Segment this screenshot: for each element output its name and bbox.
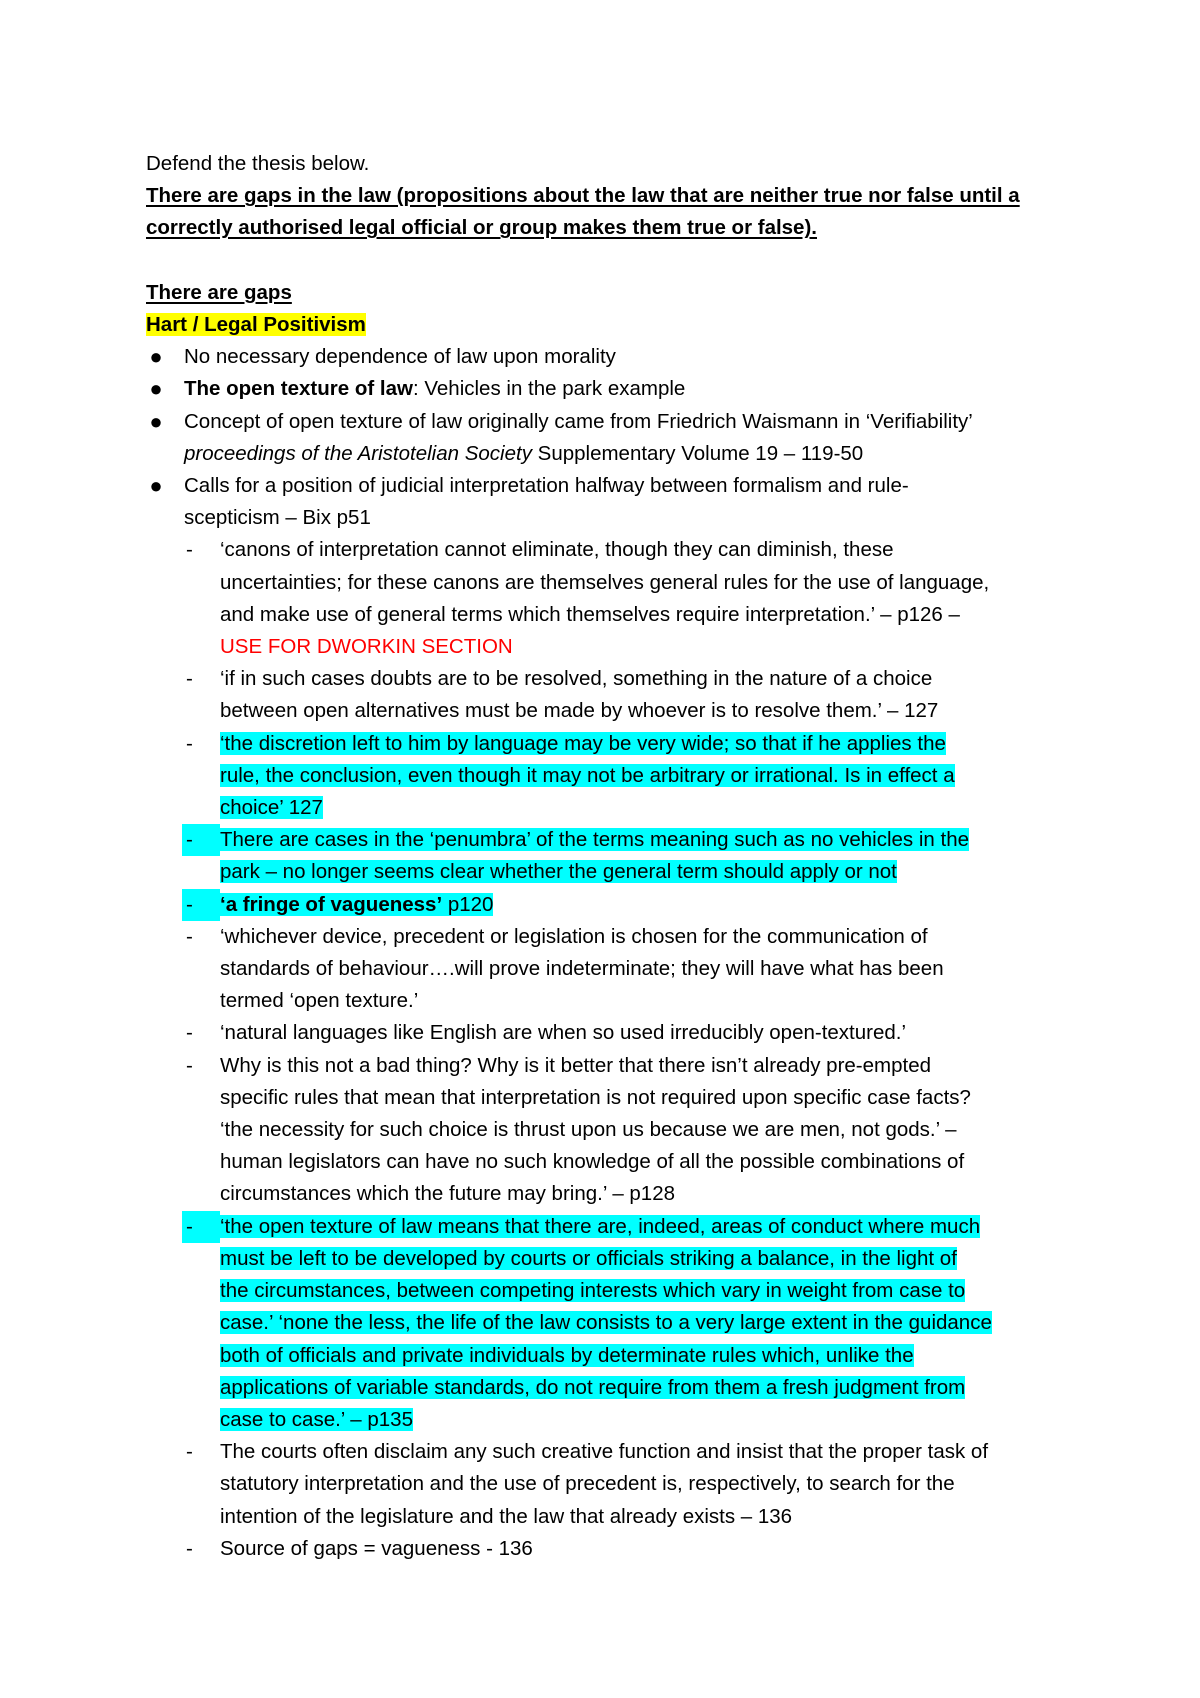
- highlighted-bold-text: ‘a fringe of vagueness’: [220, 892, 443, 916]
- highlighted-text: case.’ ‘none the less, the life of the law consists to a very large extent in the guidance: [220, 1311, 992, 1335]
- dash-text: ‘natural languages like English are when so used irreducibly open-textured.’: [220, 1021, 907, 1045]
- dash-glyph: -: [186, 1536, 193, 1560]
- dash-glyph: -: [186, 731, 193, 755]
- highlighted-text: There are cases in the ‘penumbra’ of the terms meaning such as no vehicles in the: [220, 828, 970, 852]
- bullet-item: [146, 373, 1076, 405]
- dash-text: uncertainties; for these canons are themselves general rules for the use of language,: [220, 570, 990, 594]
- highlighted-text: the circumstances, between competing interests which vary in weight from case to: [220, 1279, 966, 1303]
- bullet-item: [146, 470, 1076, 534]
- bullet-bold-text: The open texture of law: [184, 377, 413, 401]
- dash-text: ‘the necessity for such choice is thrust upon us because we are men, not gods.’ –: [220, 1118, 957, 1142]
- dash-glyph: -: [182, 1211, 220, 1243]
- dash-text: Source of gaps = vagueness - 136: [220, 1536, 533, 1560]
- dash-item: [146, 1050, 1076, 1211]
- dash-glyph: -: [186, 1021, 193, 1045]
- bullet-glyph: ●: [149, 473, 163, 499]
- highlighted-text: both of officials and private individuals by determinate rules which, unlike the: [220, 1343, 914, 1367]
- dash-text: human legislators can have no such knowledge of all the possible combinations of: [220, 1150, 965, 1174]
- subheading: [146, 309, 1076, 341]
- dash-text: statutory interpretation and the use of precedent is, respectively, to search for the: [220, 1472, 955, 1496]
- red-note: USE FOR DWORKIN SECTION: [220, 635, 513, 659]
- highlighted-text: choice’ 127: [220, 796, 323, 820]
- dash-item: [146, 1211, 1076, 1436]
- dash-item: [146, 889, 1076, 921]
- dash-text: ‘if in such cases doubts are to be resolved, something in the nature of a choice: [220, 667, 933, 691]
- bullet-italic-text: proceedings of the Aristotelian Society: [184, 441, 532, 465]
- dash-glyph: -: [186, 538, 193, 562]
- bullet-text: No necessary dependence of law upon morality: [184, 345, 616, 369]
- dash-glyph: -: [182, 889, 220, 921]
- blank-line: [146, 245, 1076, 277]
- thesis-line-1: There are gaps in the law (propositions about the law that are neither true nor false until a: [146, 184, 1020, 208]
- bullet-glyph: ●: [149, 376, 163, 402]
- dash-item: [146, 921, 1076, 1018]
- highlighted-text: p120: [442, 892, 494, 916]
- bullet-item: [146, 406, 1076, 470]
- highlighted-text: ‘the discretion left to him by language may be very wide; so that if he applies the: [220, 731, 946, 755]
- document-body: [146, 148, 1076, 1565]
- dash-text: Why is this not a bad thing? Why is it better that there isn’t already pre-empted: [220, 1053, 932, 1077]
- dash-text: and make use of general terms which themselves require interpretation.’ – p126 –: [220, 602, 960, 626]
- highlighted-text: must be left to be developed by courts or officials striking a balance, in the light of: [220, 1246, 957, 1270]
- dash-text: circumstances which the future may bring.’ – p128: [220, 1182, 676, 1206]
- dash-glyph: -: [186, 1440, 193, 1464]
- dash-glyph: -: [186, 1053, 193, 1077]
- dash-item: [146, 534, 1076, 663]
- bullet-text: Calls for a position of judicial interpretation halfway between formalism and rule-: [184, 474, 909, 498]
- dash-glyph: -: [182, 824, 220, 856]
- section-heading: There are gaps: [146, 280, 292, 304]
- highlighted-text: case to case.’ – p135: [220, 1407, 413, 1431]
- dash-glyph: -: [186, 924, 193, 948]
- dash-item: [146, 728, 1076, 825]
- dash-item: [146, 663, 1076, 727]
- dash-item: [146, 1436, 1076, 1533]
- highlighted-text: ‘the open texture of law means that there are, indeed, areas of conduct where much: [220, 1214, 981, 1238]
- dash-text: termed ‘open texture.’: [220, 989, 419, 1013]
- dash-glyph: -: [186, 667, 193, 691]
- thesis-line-2: correctly authorised legal official or group makes them true or false).: [146, 216, 817, 240]
- highlighted-text: rule, the conclusion, even though it may not be arbitrary or irrational. Is in effect a: [220, 763, 955, 787]
- highlighted-text: applications of variable standards, do not require from them a fresh judgment from: [220, 1375, 966, 1399]
- dash-text: ‘whichever device, precedent or legislation is chosen for the communication of: [220, 924, 928, 948]
- dash-text: standards of behaviour….will prove indeterminate; they will have what has been: [220, 957, 944, 981]
- dash-item: [146, 1533, 1076, 1565]
- bullet-text: Concept of open texture of law originally came from Friedrich Waismann in ‘Verifiability’: [184, 409, 973, 433]
- dash-text: between open alternatives must be made by whoever is to resolve them.’ – 127: [220, 699, 939, 723]
- dash-text: ‘canons of interpretation cannot eliminate, though they can diminish, these: [220, 538, 894, 562]
- bullet-text: scepticism – Bix p51: [184, 506, 371, 530]
- dash-text: specific rules that mean that interpretation is not required upon specific case facts?: [220, 1085, 971, 1109]
- bullet-glyph: ●: [149, 408, 163, 434]
- subheading-highlight: Hart / Legal Positivism: [146, 313, 366, 336]
- bullet-glyph: ●: [149, 344, 163, 370]
- bullet-item: [146, 341, 1076, 373]
- dash-item: [146, 824, 1076, 888]
- bullet-text: : Vehicles in the park example: [412, 377, 686, 401]
- intro-line: Defend the thesis below.: [146, 152, 370, 175]
- dash-text: intention of the legislature and the law that already exists – 136: [220, 1504, 793, 1528]
- dash-text: The courts often disclaim any such creative function and insist that the proper task of: [220, 1440, 989, 1464]
- dash-item: [146, 1017, 1076, 1049]
- bullet-text: Supplementary Volume 19 – 119-50: [531, 441, 864, 465]
- highlighted-text: park – no longer seems clear whether the general term should apply or not: [220, 860, 897, 884]
